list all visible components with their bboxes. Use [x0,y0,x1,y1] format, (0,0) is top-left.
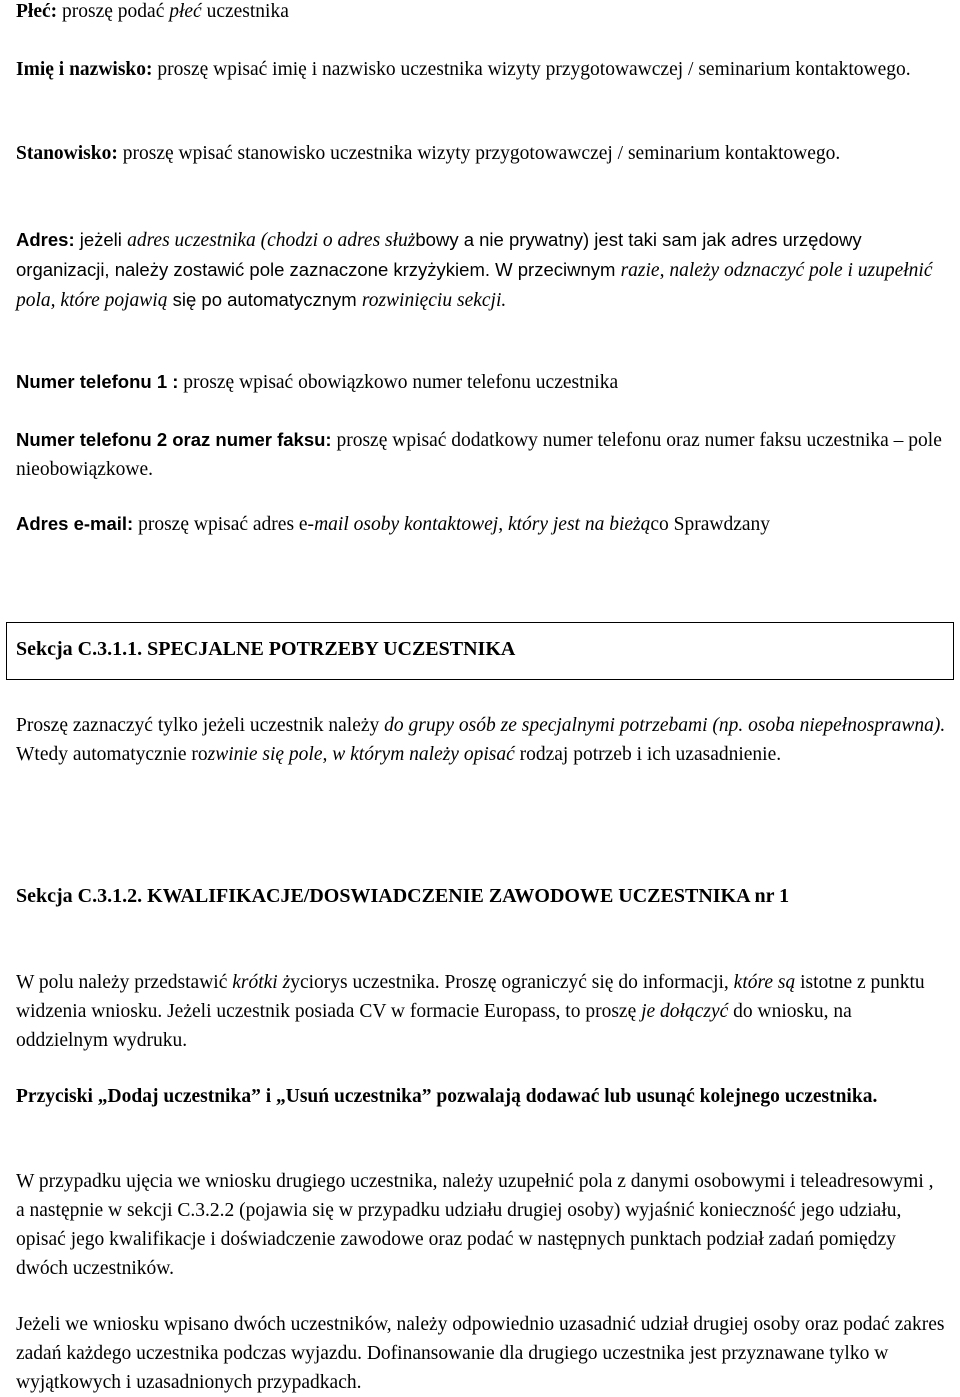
address-paragraph [16,225,946,315]
email-text-1: proszę wpisać adres e- [133,514,315,535]
gender-text-1: proszę podać [57,1,170,22]
cv-text-7: do wniosku, na oddzielnym wydruku. [16,1001,852,1051]
special-needs-text-5: rodzaj potrzeb i ich uzasadnienie. [514,744,782,765]
position-paragraph [16,139,946,168]
phone1-label: Numer telefonu 1 : [16,371,179,392]
cv-text-1: W polu należy przedstawić [16,972,233,993]
section-heading-box [6,622,954,680]
name-label: Imię i nazwisko: [16,59,153,80]
position-text: proszę wpisać stanowisko uczestnika wizyty przygotowawczej / seminarium kontaktowego. [117,143,841,164]
section-c311-title: Sekcja C.3.1.1. SPECJALNE POTRZEBY UCZESTNIKA [16,638,516,660]
gender-text-3: uczestnika [201,1,289,22]
address-text-2: adres uczestnika (chodzi o adres służ [127,230,416,251]
phone1-text: proszę wpisać obowiązkowo numer telefonu uczestnika [178,372,619,393]
two-participants-paragraph: Jeżeli we wniosku wpisano dwóch uczestników, należy odpowiednio uzasadnić udział drugiej osoby oraz podać zakres zadań każdego uczestnika podczas wyjazdu. Dofinansowanie dla drugiego uczestnika jest przyznawane tylko w wyjątkowych i uzasadnionych przypadkach. [16,1314,945,1393]
address-text-3: bowy a nie prywatny) jest taki sam jak adres urzędowy organizacji, należy zostawić pole zaznaczone krzyżykiem. W przeciwnym [16,229,862,280]
phone2-label: Numer telefonu 2 oraz numer faksu: [16,429,332,450]
special-needs-text-2: do grupy osób ze specjalnymi potrzebami (np. osoba niepełnosprawna). [384,715,946,736]
phone2-text: proszę wpisać dodatkowy numer telefonu oraz numer faksu uczestnika – pole nieobowiązkowe. [16,430,942,480]
email-text-3: co Sprawdzany [650,514,771,535]
email-text-2: mail osoby kontaktowej, który jest na bieżą [314,514,651,535]
address-label: Adres: [16,229,75,250]
gender-label: Płeć: [16,1,58,22]
gender-text-2: płeć [169,1,202,22]
special-needs-text-4: zwinie się pole, w którym należy opisać [207,744,515,765]
second-participant-paragraph: W przypadku ujęcia we wniosku drugiego uczestnika, należy uzupełnić pola z danymi osobowymi i teleadresowymi , a następnie w sekcji C.3.2.2 (pojawia się w przypadku udziału drugiej osoby) wyjaśnić konieczność jego udziału, opisać jego kwalifikacje i doświadczenie zawodowe oraz podać w następnych punktach podział zadań pomiędzy dwóch uczestników. [16,1171,934,1279]
address-text-1: jeżeli [74,229,128,250]
special-needs-text-1: Proszę zaznaczyć tylko jeżeli uczestnik należy [16,715,385,736]
cv-text-6: je dołączyć [641,1001,729,1022]
cv-text-4: które są [733,972,796,993]
cv-text-2: krótki ż [232,972,291,993]
phone1-paragraph [16,367,946,397]
phone2-paragraph [16,425,946,484]
special-needs-text-3: Wtedy automatycznie ro [16,744,208,765]
address-text-4: razie, należy odznaczyć pole i uzupełnić pola, które pojawią [16,260,933,311]
name-paragraph [16,55,946,84]
address-text-5: się po automatycznym [167,289,362,310]
email-label: Adres e-mail: [16,513,134,534]
buttons-paragraph: Przyciski „Dodaj uczestnika” i „Usuń uczestnika” pozwalają dodawać lub usunąć kolejnego uczestnika. [16,1086,878,1107]
cv-text-3: yciorys uczestnika. Proszę ograniczyć się do informacji, [290,972,734,993]
section-c312-title: Sekcja C.3.1.2. KWALIFIKACJE/DOSWIADCZENIE ZAWODOWE UCZESTNIKA nr 1 [16,885,790,907]
email-paragraph [16,509,946,539]
cv-text-5: istotne z punktu widzenia wniosku. Jeżeli uczestnik posiada CV w formacie Europass, to proszę [16,972,925,1022]
cv-paragraph [16,968,946,1055]
position-label: Stanowisko: [16,143,118,164]
gender-paragraph [16,0,946,26]
address-text-6: rozwinięciu sekcji. [361,290,507,311]
name-text: proszę wpisać imię i nazwisko uczestnika wizyty przygotowawczej / seminarium kontaktowego. [152,59,911,80]
special-needs-paragraph [16,711,946,769]
